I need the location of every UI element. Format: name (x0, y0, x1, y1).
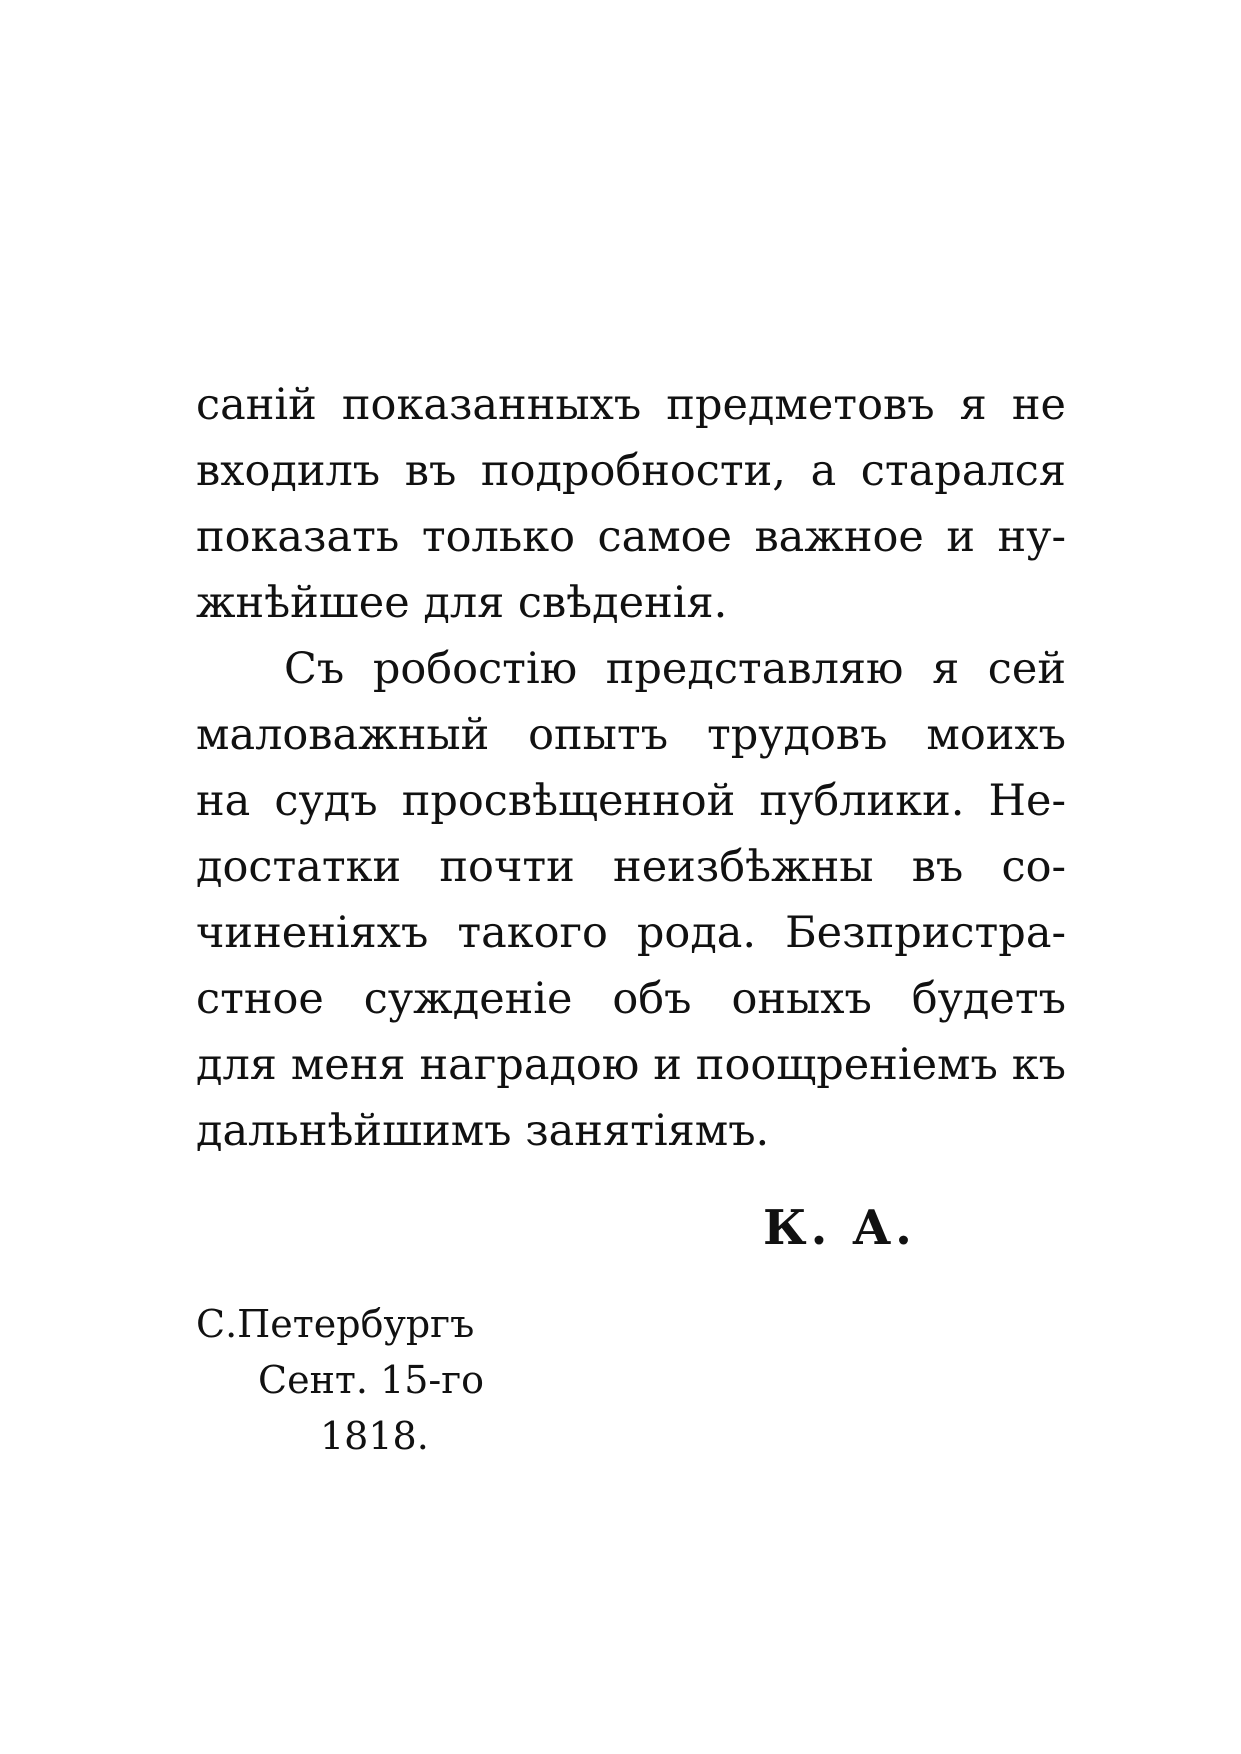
text-line: саній показанныхъ предметовъ я не (196, 380, 1066, 430)
place-day: Сент. 15-го (258, 1358, 485, 1402)
text-line: дальнѣйшимъ занятіямъ. (196, 1106, 770, 1156)
text-line: показать только самое важное и ну- (196, 512, 1066, 562)
text-line: Съ робостію представляю я сей (284, 644, 1066, 694)
text-line: чиненіяхъ такого рода. Безпристра- (196, 908, 1066, 958)
text-line: достатки почти неизбѣжны въ со- (196, 842, 1066, 892)
text-line: маловажный опытъ трудовъ моихъ (196, 710, 1066, 760)
place-city: С.Петербургъ (196, 1302, 475, 1346)
main-text (196, 372, 1066, 1164)
text-line: для меня наградою и поощреніемъ къ (196, 1040, 1066, 1090)
text-line: на судъ просвѣщенной публики. Не- (196, 776, 1066, 826)
text-line: входилъ въ подробности, а старался (196, 446, 1066, 496)
text-line: стное сужденіе объ оныхъ будетъ (196, 974, 1066, 1024)
place-year: 1818. (320, 1414, 429, 1458)
place-and-date (196, 1296, 484, 1464)
text-line: жнѣйшее для свѣденія. (196, 578, 728, 628)
signature-initials: К. А. (763, 1200, 916, 1256)
